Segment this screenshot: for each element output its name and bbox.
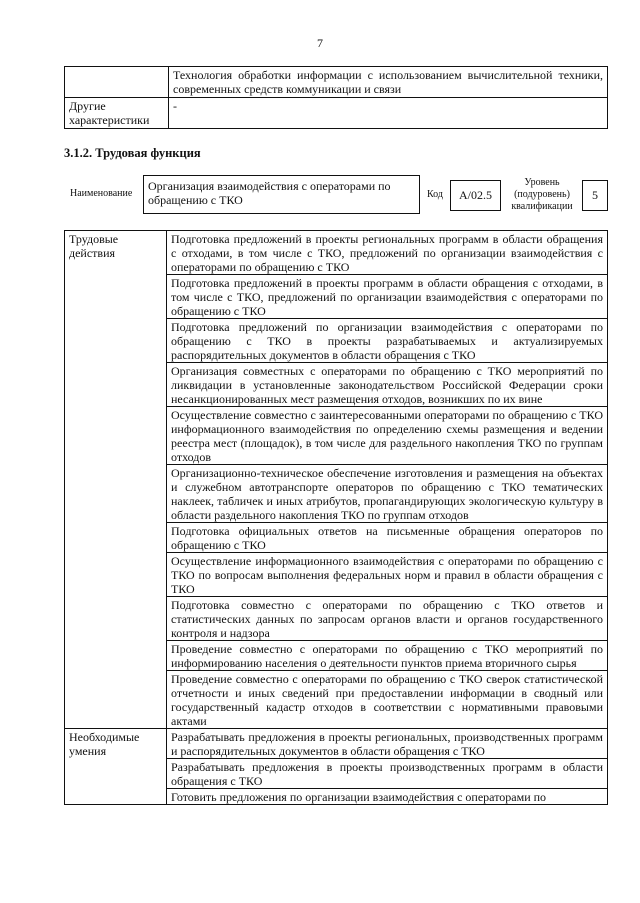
labor-actions-item: Проведение совместно с операторами по обращению с ТКО сверок статистической отчетности и иных сведений при предоставлении информации в сводный или государственный кадастр отходов в соответствии с нормативными правовыми актами	[167, 671, 608, 729]
labor-actions-item: Организация совместных с операторами по обращению с ТКО мероприятий по ликвидации в установленные законодательством Российской Федерации сроки несанкционированных мест размещения отходов, возникших по их вине	[167, 363, 608, 407]
code-box	[450, 180, 501, 211]
labor-function-table	[64, 230, 608, 805]
table-row	[65, 231, 608, 275]
labor-actions-label: Трудовые действия	[65, 231, 167, 729]
labor-actions-item: Подготовка предложений в проекты региональных программ в области обращения с отходами, в том числе с ТКО, предложений по организации взаимодействия с операторами по обращению с ТКО	[167, 231, 608, 275]
labor-actions-item: Организационно-техническое обеспечение изготовления и размещения на объектах и служебном автотранспорте операторов по обращению с ТКО тематических наклеек, табличек и иных атрибутов, пропагандирующих экологическую культуру в области раздельного накопления ТКО по группам отходов	[167, 465, 608, 523]
name-label: Наименование	[70, 188, 133, 199]
code-label: Код	[427, 189, 443, 200]
labor-actions-item: Подготовка предложений по организации взаимодействия с операторами по обращению с ТКО в проекты разрабатываемых и актуализируемых распорядительных документов в области обращения с ТКО	[167, 319, 608, 363]
table-row	[65, 98, 608, 129]
table-row	[65, 729, 608, 759]
skills-item: Разрабатывать предложения в проекты производственных программ в области обращения с ТКО	[167, 759, 608, 789]
labor-actions-item: Подготовка официальных ответов на письменные обращения операторов по обращению с ТКО	[167, 523, 608, 553]
top-table	[64, 66, 608, 129]
function-name: Организация взаимодействия с операторами по обращению с ТКО	[148, 179, 391, 207]
code-value: А/02.5	[459, 188, 492, 202]
page-number: 7	[317, 36, 323, 50]
function-name-box	[143, 175, 420, 214]
row-value: Технология обработки информации с использованием вычислительной техники, современных средств коммуникации и связи	[169, 67, 608, 98]
row-label: Другие характеристики	[65, 98, 169, 129]
row-label	[65, 67, 169, 98]
section-title: 3.1.2. Трудовая функция	[64, 146, 201, 160]
labor-actions-item: Подготовка предложений в проекты программ в области обращения с отходами, в том числе с ТКО, предложений по организации взаимодействия с операторами по обращению с ТКО	[167, 275, 608, 319]
table-row	[65, 67, 608, 98]
level-box	[582, 180, 608, 211]
skills-item: Готовить предложения по организации взаимодействия с операторами по	[167, 789, 608, 805]
level-value: 5	[592, 188, 598, 202]
level-label: Уровень (подуровень) квалификации	[511, 177, 573, 212]
labor-actions-item: Осуществление совместно с заинтересованными операторами по обращению с ТКО информационного взаимодействия по определению схемы размещения и ведении реестра мест (площадок), в том числе для раздельного накопления ТКО по группам отходов	[167, 407, 608, 465]
skills-label: Необходимые умения	[65, 729, 167, 805]
skills-item: Разрабатывать предложения в проекты региональных, производственных программ и распорядительных документов в области обращения с ТКО	[167, 729, 608, 759]
labor-actions-item: Проведение совместно с операторами по обращению с ТКО мероприятий по информированию населения о деятельности пунктов приема вторичного сырья	[167, 641, 608, 671]
labor-actions-item: Осуществление информационного взаимодействия с операторами по обращению с ТКО по вопросам выполнения федеральных норм и правил в области обращения с ТКО	[167, 553, 608, 597]
labor-actions-item: Подготовка совместно с операторами по обращению с ТКО ответов и статистических данных по запросам органов власти и органов государственного контроля и надзора	[167, 597, 608, 641]
row-value: -	[169, 98, 608, 129]
